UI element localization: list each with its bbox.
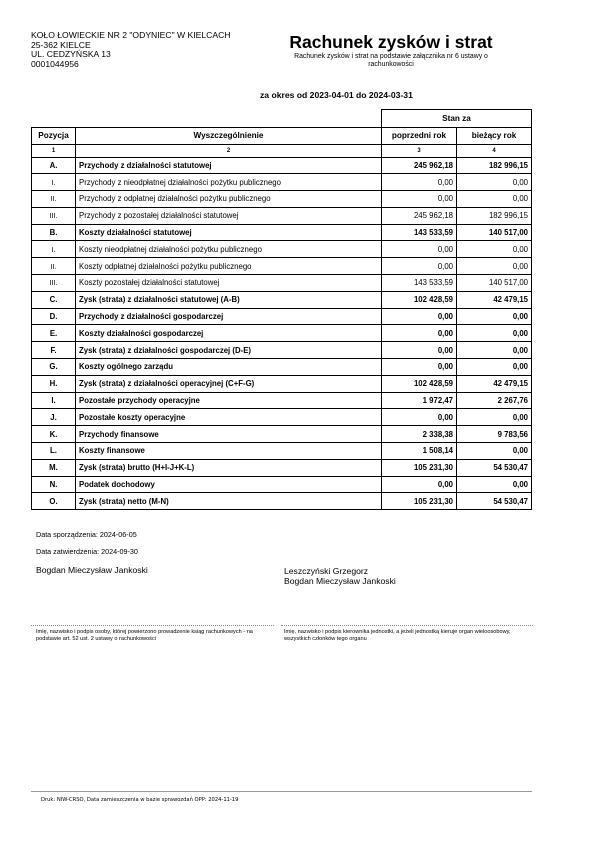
column-number: 2 (76, 145, 382, 158)
row-description: Zysk (strata) netto (M-N) (76, 493, 382, 510)
row-previous-year-value: 0,00 (382, 359, 457, 376)
table-row (32, 476, 532, 493)
column-header-current-year: bieżący rok (457, 127, 532, 145)
row-current-year-value: 140 517,00 (457, 224, 532, 241)
row-current-year-value: 54 530,47 (457, 459, 532, 476)
row-current-year-value: 0,00 (457, 308, 532, 325)
org-postcode-city: 25-362 KIELCE (31, 39, 91, 50)
row-position: III. (32, 207, 76, 224)
row-description: Koszty pozostałej działalności statutowej (76, 275, 382, 292)
row-position: J. (32, 409, 76, 426)
row-position: I. (32, 174, 76, 191)
date-approved: Data zatwierdzenia: 2024-09-30 (36, 547, 138, 556)
row-description: Przychody z działalności gospodarczej (76, 308, 382, 325)
column-number: 1 (32, 145, 76, 158)
row-current-year-value: 9 783,56 (457, 426, 532, 443)
row-previous-year-value: 0,00 (382, 308, 457, 325)
signature-right-names (284, 566, 396, 586)
row-description: Zysk (strata) z działalności statutowej (A-B) (76, 291, 382, 308)
row-current-year-value: 182 996,15 (457, 157, 532, 174)
row-position: L. (32, 443, 76, 460)
row-position: K. (32, 426, 76, 443)
table-header-row (32, 127, 532, 145)
document-title: Rachunek zysków i strat (289, 32, 493, 52)
row-previous-year-value: 143 533,59 (382, 224, 457, 241)
row-position: I. (32, 241, 76, 258)
row-previous-year-value: 102 428,59 (382, 375, 457, 392)
row-current-year-value: 54 530,47 (457, 493, 532, 510)
table-row (32, 241, 532, 258)
reporting-period: za okres od 2023-04-01 do 2024-03-31 (260, 90, 413, 100)
row-current-year-value: 0,00 (457, 409, 532, 426)
table-row (32, 443, 532, 460)
date-prepared: Data sporządzenia: 2024-06-05 (36, 530, 137, 539)
row-previous-year-value: 143 533,59 (382, 275, 457, 292)
row-current-year-value: 0,00 (457, 241, 532, 258)
row-description: Koszty nieodpłatnej działalności pożytku publicznego (76, 241, 382, 258)
table-row (32, 359, 532, 376)
document-subtitle: Rachunek zysków i strat na podstawie załącznika nr 6 ustawy o rachunkowości (294, 53, 488, 69)
row-previous-year-value: 2 338,38 (382, 426, 457, 443)
row-description: Koszty ogólnego zarządu (76, 359, 382, 376)
row-position: M. (32, 459, 76, 476)
table-row (32, 157, 532, 174)
org-street: UL. CEDZYŃSKA 13 (31, 49, 111, 60)
table-row (32, 258, 532, 275)
row-position: II. (32, 258, 76, 275)
table-row (32, 207, 532, 224)
table-row (32, 342, 532, 359)
footer-note: Druk: NIW-CRSO, Data zamieszczenia w bazie sprawozdań OPP: 2024-11-19 (41, 797, 239, 803)
title-block (275, 33, 507, 70)
row-description: Koszty działalności gospodarczej (76, 325, 382, 342)
table-row (32, 325, 532, 342)
row-position: H. (32, 375, 76, 392)
row-previous-year-value: 0,00 (382, 241, 457, 258)
column-header-position: Pozycja (32, 127, 76, 145)
table-row (32, 191, 532, 208)
row-current-year-value: 0,00 (457, 325, 532, 342)
table-row (32, 459, 532, 476)
table-row (32, 392, 532, 409)
row-position: C. (32, 291, 76, 308)
column-number: 4 (457, 145, 532, 158)
row-current-year-value: 140 517,00 (457, 275, 532, 292)
column-numbers-row (32, 145, 532, 158)
table-row (32, 291, 532, 308)
row-description: Pozostałe przychody operacyjne (76, 392, 382, 409)
row-previous-year-value: 105 231,30 (382, 493, 457, 510)
row-position: B. (32, 224, 76, 241)
row-description: Przychody z działalności statutowej (76, 157, 382, 174)
org-number: 0001044956 (31, 58, 79, 69)
row-previous-year-value: 105 231,30 (382, 459, 457, 476)
signature-caption-right: Imię, nazwisko i podpis kierownika jednostki, a jeżeli jednostką kieruje organ wieloosobowy, wszystkich członków tego organu (284, 629, 511, 643)
table-row (32, 275, 532, 292)
column-number: 3 (382, 145, 457, 158)
row-previous-year-value: 245 962,18 (382, 157, 457, 174)
table-row (32, 409, 532, 426)
row-position: III. (32, 275, 76, 292)
footer-divider (31, 791, 532, 792)
signature-left-name: Bogdan Mieczysław Jankoski (36, 565, 148, 575)
row-position: II. (32, 191, 76, 208)
org-name: KOŁO ŁOWIECKIE NR 2 "ODYNIEC" W KIELCACH (31, 30, 231, 40)
row-position: N. (32, 476, 76, 493)
row-description: Koszty odpłatnej działalności pożytku publicznego (76, 258, 382, 275)
row-current-year-value: 0,00 (457, 342, 532, 359)
row-previous-year-value: 102 428,59 (382, 291, 457, 308)
row-previous-year-value: 0,00 (382, 191, 457, 208)
row-description: Koszty działalności statutowej (76, 224, 382, 241)
column-header-description: Wyszczególnienie (76, 127, 382, 145)
row-description: Zysk (strata) z działalności operacyjnej (C+F-G) (76, 375, 382, 392)
row-current-year-value: 0,00 (457, 258, 532, 275)
profit-loss-table (31, 109, 532, 510)
row-position: F. (32, 342, 76, 359)
row-position: E. (32, 325, 76, 342)
row-previous-year-value: 0,00 (382, 325, 457, 342)
signature-line-left (31, 625, 274, 626)
table-row (32, 426, 532, 443)
row-description: Przychody z nieodpłatnej działalności pożytku publicznego (76, 174, 382, 191)
row-description: Podatek dochodowy (76, 476, 382, 493)
row-position: A. (32, 157, 76, 174)
row-description: Zysk (strata) brutto (H+I-J+K-L) (76, 459, 382, 476)
row-previous-year-value: 0,00 (382, 409, 457, 426)
column-group-header: Stan za (382, 110, 532, 128)
row-position: D. (32, 308, 76, 325)
row-position: I. (32, 392, 76, 409)
row-current-year-value: 0,00 (457, 443, 532, 460)
table-group-header-row (32, 110, 532, 128)
signature-caption-left: Imię, nazwisko i podpis osoby, której powierzono prowadzenie ksiąg rachunkowych - na podstawie art. 52 ust. 2 ustawy o rachunkowości (36, 629, 253, 643)
row-current-year-value: 0,00 (457, 174, 532, 191)
table-blank-corner (32, 110, 382, 128)
row-description: Przychody finansowe (76, 426, 382, 443)
table-row (32, 375, 532, 392)
row-description: Przychody z odpłatnej działalności pożytku publicznego (76, 191, 382, 208)
row-previous-year-value: 0,00 (382, 476, 457, 493)
row-description: Przychody z pozostałej działalności statutowej (76, 207, 382, 224)
row-position: O. (32, 493, 76, 510)
row-previous-year-value: 0,00 (382, 342, 457, 359)
row-description: Koszty finansowe (76, 443, 382, 460)
column-header-previous-year: poprzedni rok (382, 127, 457, 145)
signatory-name: Bogdan Mieczysław Jankoski (284, 576, 396, 586)
row-current-year-value: 2 267,76 (457, 392, 532, 409)
row-current-year-value: 182 996,15 (457, 207, 532, 224)
table-row (32, 308, 532, 325)
row-description: Pozostałe koszty operacyjne (76, 409, 382, 426)
row-description: Zysk (strata) z działalności gospodarczej (D-E) (76, 342, 382, 359)
signatory-name: Leszczyński Grzegorz (284, 566, 369, 576)
row-current-year-value: 0,00 (457, 359, 532, 376)
row-position: G. (32, 359, 76, 376)
row-previous-year-value: 0,00 (382, 174, 457, 191)
row-current-year-value: 42 479,15 (457, 375, 532, 392)
row-previous-year-value: 1 972,47 (382, 392, 457, 409)
table-row (32, 174, 532, 191)
row-current-year-value: 42 479,15 (457, 291, 532, 308)
row-previous-year-value: 1 508,14 (382, 443, 457, 460)
row-current-year-value: 0,00 (457, 191, 532, 208)
row-previous-year-value: 0,00 (382, 258, 457, 275)
table-row (32, 493, 532, 510)
organization-info (31, 31, 231, 69)
row-current-year-value: 0,00 (457, 476, 532, 493)
table-row (32, 224, 532, 241)
table-body (32, 157, 532, 510)
signature-line-right (281, 625, 533, 626)
row-previous-year-value: 245 962,18 (382, 207, 457, 224)
